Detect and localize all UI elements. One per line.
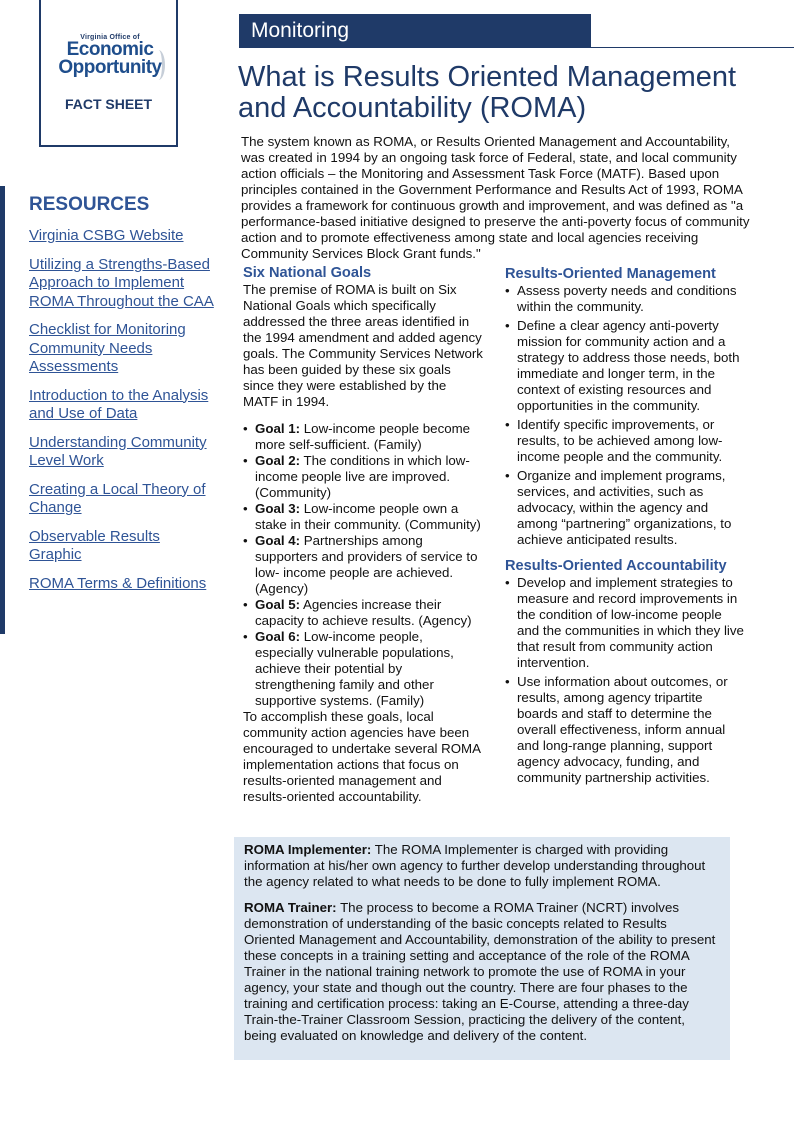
resource-link-theory-of-change[interactable]: Creating a Local Theory of Change xyxy=(29,480,206,516)
goal-label: Goal 4: xyxy=(255,533,301,548)
goal-label: Goal 1: xyxy=(255,421,301,436)
roles-info-box xyxy=(234,837,730,1060)
accountability-list xyxy=(505,575,745,786)
goals-intro: The premise of ROMA is built on Six National Goals which specifically addressed the three areas identified in the 1994 amendment and added agency goals. The Community Services Network has been guided by these six goals since they were established by the MATF in 1994. xyxy=(243,282,483,409)
implementer-paragraph xyxy=(244,842,720,890)
resource-link-community-level[interactable]: Understanding Community Level Work xyxy=(29,433,207,469)
goals-column xyxy=(243,265,483,805)
results-column xyxy=(505,266,745,789)
goal-item xyxy=(243,501,483,533)
list-item: • Organize and implement programs, services, and activities, such as advocacy, within the agency and among “partnering” organizations, to achieve anticipated results. xyxy=(505,468,745,548)
resource-list xyxy=(29,227,214,603)
goal-item xyxy=(243,597,483,629)
resource-link-roma-terms[interactable]: ROMA Terms & Definitions xyxy=(29,574,207,592)
trainer-paragraph xyxy=(244,900,720,1044)
section-label: Monitoring xyxy=(251,19,350,42)
goal-label: Goal 2: xyxy=(255,453,301,468)
goal-text: Partnerships among supporters and providers of service to low- income people are achieved. (Agency) xyxy=(255,533,478,596)
trainer-text: The process to become a ROMA Trainer (NCRT) involves demonstration of understanding of the basic concepts related to Results Oriented Management and Accountability, demonstration of the ability to present these concepts in a training setting and acceptance of the role of the ROMA Trainer in the national training network to promote the use of ROMA in your agency, your state and though out the country. There are four phases to the training and certification process: taking an E-Course, attending a three-day Train-the-Trainer Classroom Session, practicing the delivery of the content, being evaluated on knowledge and delivery of the content. xyxy=(244,900,716,1043)
goal-item xyxy=(243,629,483,709)
page-title: What is Results Oriented Management and Accountability (ROMA) xyxy=(238,61,737,124)
resource-link-strengths-based[interactable]: Utilizing a Strengths-Based Approach to Implement ROMA Throughout the CAA xyxy=(29,255,214,310)
sidebar-accent-bar xyxy=(0,186,5,634)
goal-item xyxy=(243,421,483,453)
list-item: • Define a clear agency anti-poverty mission for community action and a strategy to address those needs, both immediate and longer term, in the context of existing resources and opportunities in the community. xyxy=(505,318,745,414)
list-item: • Assess poverty needs and conditions within the community. xyxy=(505,283,745,315)
resources-title: RESOURCES xyxy=(29,194,150,215)
header-band xyxy=(239,14,794,48)
logo-line-1: Economic xyxy=(66,39,154,60)
goal-text: The conditions in which low-income people live are improved. (Community) xyxy=(255,453,470,500)
management-list xyxy=(505,283,745,548)
header-rule xyxy=(239,47,794,48)
goal-text: Low-income people become more self-sufficient. (Family) xyxy=(255,421,471,452)
intro-paragraph: The system known as ROMA, or Results Oriented Management and Accountability, was created in 1994 by an ongoing task force of Federal, state, and local community action officials – the Monitoring and Assessment Task Force (MATF). Based upon principles contained in the Government Performance and Results Act of 1993, ROMA provides a framework for continuous growth and improvement, and was defined as "a performance-based initiative designed to preserve the anti-poverty focus of community action and to promote effectiveness among state and local agencies receiving Community Services Block Grant funds." xyxy=(241,134,750,261)
resource-link-data-analysis[interactable]: Introduction to the Analysis and Use of Data xyxy=(29,386,209,422)
list-item: • Develop and implement strategies to measure and record improvements in the condition of low-income people and the communities in which they live that result from community action intervention. xyxy=(505,575,745,671)
fact-sheet-label: FACT SHEET xyxy=(64,96,153,112)
goals-list xyxy=(243,421,483,709)
goals-closing: To accomplish these goals, local community action agencies have been encouraged to undertake several ROMA implementation actions that focus on results-oriented management and results-oriented accountability. xyxy=(243,709,481,804)
agency-logo xyxy=(55,34,165,82)
accountability-heading: Results-Oriented Accountability xyxy=(505,558,727,574)
goal-text: Agencies increase their capacity to achieve results. (Agency) xyxy=(255,597,472,628)
goal-label: Goal 3: xyxy=(255,501,301,516)
resource-link-checklist[interactable]: Checklist for Monitoring Community Needs Assessments xyxy=(29,321,186,375)
implementer-label: ROMA Implementer: xyxy=(244,842,372,857)
implementer-text: The ROMA Implementer is charged with providing information at his/her own agency to further develop understanding throughout the agency related to what needs to be done to fully implement ROMA. xyxy=(244,842,706,889)
logo-line-2: Opportunity xyxy=(58,57,162,78)
resource-link-csbg-website[interactable]: Virginia CSBG Website xyxy=(29,227,184,244)
logo-top-text: Virginia Office of xyxy=(80,34,140,41)
logo-swoosh-icon xyxy=(152,50,165,80)
goal-item xyxy=(243,453,483,501)
goals-heading: Six National Goals xyxy=(243,265,372,281)
resource-link-observable-results[interactable]: Observable Results Graphic xyxy=(29,527,160,563)
logo-box xyxy=(39,0,178,147)
list-item: • Identify specific improvements, or results, to be achieved among low-income people and the community. xyxy=(505,417,745,465)
goal-item xyxy=(243,533,483,597)
goal-text: Low-income people own a stake in their community. (Community) xyxy=(255,501,481,532)
goal-label: Goal 5: xyxy=(255,597,301,612)
goal-text: Low-income people, especially vulnerable populations, achieve their potential by strengthening family and other supportive systems. (Family) xyxy=(255,629,454,708)
management-heading: Results-Oriented Management xyxy=(505,266,716,282)
list-item: • Use information about outcomes, or results, among agency tripartite boards and staff to determine the overall effectiveness, inform annual and long-range planning, support agency advocacy, funding, and community partnership activities. xyxy=(505,674,745,786)
trainer-label: ROMA Trainer: xyxy=(244,900,337,915)
goal-label: Goal 6: xyxy=(255,629,301,644)
